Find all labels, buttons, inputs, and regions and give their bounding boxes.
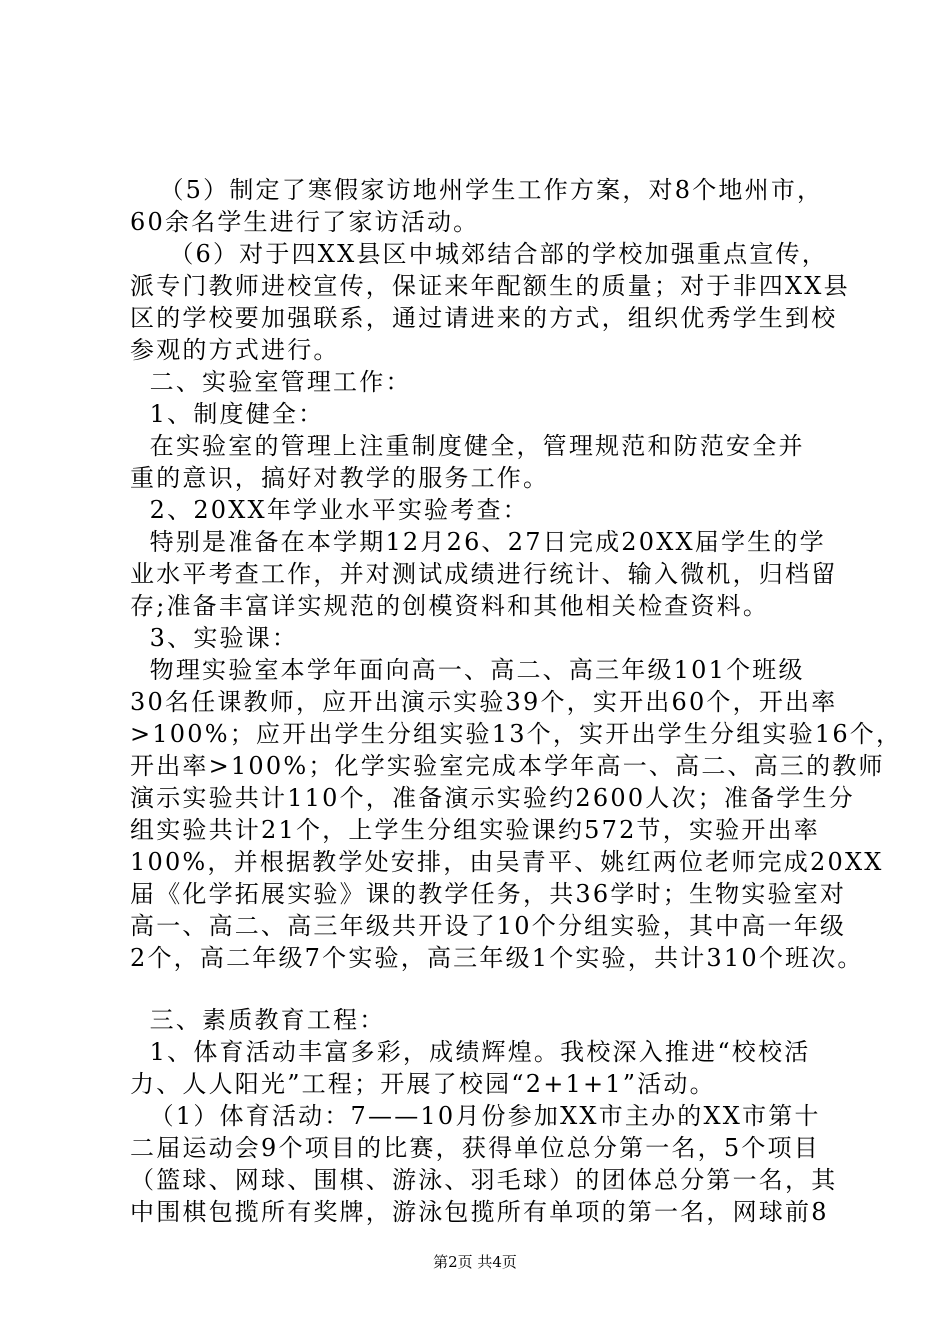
text-line: 区的学校要加强联系，通过请进来的方式，组织优秀学生到校	[130, 304, 838, 332]
text-line: 60余名学生进行了家访活动。	[130, 208, 480, 236]
text-line: 1、体育活动丰富多彩，成绩辉煌。我校深入推进“校校活	[130, 1038, 811, 1066]
text-line: （1）体育活动：7——10月份参加XX市主办的XX市第十	[130, 1102, 821, 1130]
text-line: 存;准备丰富详实规范的创模资料和其他相关检查资料。	[130, 592, 770, 620]
text-line: 高一、高二、高三年级共开设了10个分组实验，其中高一年级	[130, 912, 847, 940]
page-number-footer: 第2页 共4页	[433, 1253, 517, 1271]
subsection-heading: 3、实验课：	[130, 624, 299, 652]
paragraph-gap	[130, 974, 830, 1004]
text-line: 2个，高二年级7个实验，高三年级1个实验，共计310个班次。	[130, 944, 864, 972]
text-line: 30名任课教师，应开出演示实验39个，实开出60个，开出率	[130, 688, 838, 716]
text-line: 演示实验共计110个，准备演示实验约2600人次；准备学生分	[130, 784, 855, 812]
text-line: 派专门教师进校宣传，保证来年配额生的质量；对于非四XX县	[130, 272, 850, 300]
text-line: 特别是准备在本学期12月26、27日完成20XX届学生的学	[130, 528, 826, 556]
section-heading: 二、实验室管理工作：	[130, 368, 412, 396]
subsection-heading: 1、制度健全：	[130, 400, 325, 428]
text-line: 届《化学拓展实验》课的教学任务，共36学时；生物实验室对	[130, 880, 847, 908]
text-line: （篮球、网球、围棋、游泳、羽毛球）的团体总分第一名，其	[130, 1166, 838, 1194]
text-line: 业水平考查工作，并对测试成绩进行统计、输入微机，归档留	[130, 560, 838, 588]
text-line: >100%；应开出学生分组实验13个，实开出学生分组实验16个，	[130, 720, 903, 748]
text-line: 100%，并根据教学处安排，由吴青平、姚红两位老师完成20XX	[130, 848, 884, 876]
text-line: 二届运动会9个项目的比赛，获得单位总分第一名，5个项目	[130, 1134, 820, 1162]
text-line: （6）对于四XX县区中城郊结合部的学校加强重点宣传，	[130, 240, 828, 268]
text-line: 重的意识，搞好对教学的服务工作。	[130, 464, 550, 492]
text-line: 物理实验室本学年面向高一、高二、高三年级101个班级	[130, 656, 805, 684]
section-heading: 三、素质教育工程：	[130, 1006, 386, 1034]
text-line: 中围棋包揽所有奖牌，游泳包揽所有单项的第一名，网球前8	[130, 1198, 829, 1226]
text-line: 力、人人阳光”工程；开展了校园“2+1+1”活动。	[130, 1070, 716, 1098]
subsection-heading: 2、20XX年学业水平实验考查：	[130, 496, 529, 524]
text-line: 在实验室的管理上注重制度健全，管理规范和防范安全并	[130, 432, 805, 460]
text-line: 参观的方式进行。	[130, 336, 340, 364]
text-line: 开出率>100%；化学实验室完成本学年高一、高二、高三的教师	[130, 752, 885, 780]
document-body	[130, 174, 903, 1228]
text-line: 组实验共计21个，上学生分组实验课约572节，实验开出率	[130, 816, 820, 844]
text-line: （5）制定了寒假家访地州学生工作方案，对8个地州市，	[130, 176, 824, 204]
